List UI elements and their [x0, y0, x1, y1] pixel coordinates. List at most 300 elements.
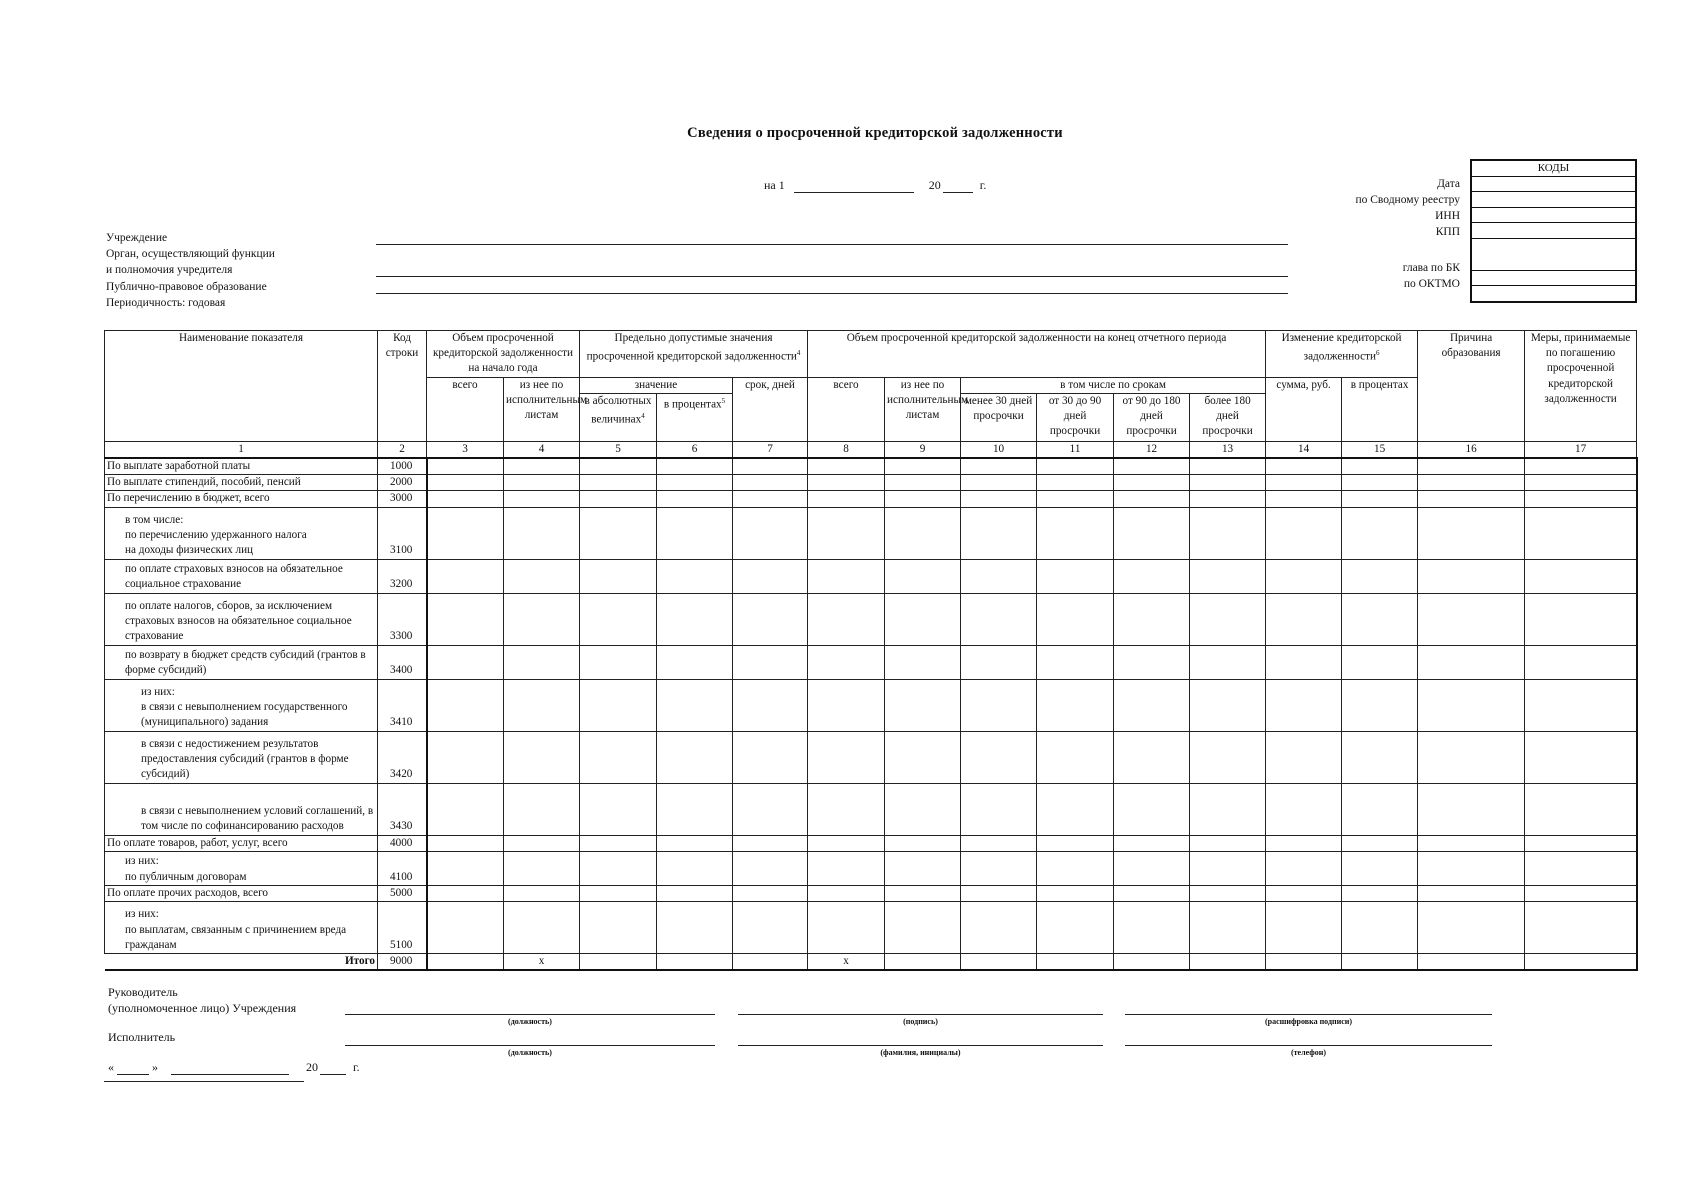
row-label: по возврату в бюджет средств субсидий (грантов в форме субсидий)	[105, 645, 378, 679]
data-cell[interactable]	[961, 475, 1037, 491]
data-cell[interactable]	[961, 559, 1037, 593]
data-cell[interactable]	[733, 559, 808, 593]
code-label-kpp: КПП	[1435, 226, 1460, 238]
data-cell[interactable]	[1525, 902, 1637, 954]
total-cell[interactable]	[657, 954, 733, 971]
data-cell[interactable]	[1342, 593, 1418, 645]
data-cell[interactable]	[1037, 593, 1114, 645]
executor-position-field[interactable]	[345, 1045, 715, 1046]
data-cell[interactable]	[885, 645, 961, 679]
data-cell[interactable]	[504, 645, 580, 679]
data-cell[interactable]	[1190, 645, 1266, 679]
data-cell[interactable]	[1037, 475, 1114, 491]
data-cell[interactable]	[1525, 783, 1637, 835]
data-cell[interactable]	[657, 559, 733, 593]
total-cell[interactable]	[733, 954, 808, 971]
data-cell[interactable]	[1525, 645, 1637, 679]
data-cell[interactable]	[580, 507, 657, 559]
data-cell[interactable]	[427, 559, 504, 593]
data-cell[interactable]	[1342, 491, 1418, 507]
table-row	[105, 458, 1637, 475]
data-cell[interactable]	[427, 902, 504, 954]
data-cell[interactable]	[1037, 902, 1114, 954]
data-cell[interactable]	[733, 679, 808, 731]
data-cell[interactable]	[504, 679, 580, 731]
code-bk-cell[interactable]	[1471, 238, 1636, 270]
data-cell[interactable]	[427, 851, 504, 885]
data-cell[interactable]	[961, 835, 1037, 851]
data-cell[interactable]	[885, 885, 961, 901]
data-cell[interactable]	[1190, 475, 1266, 491]
column-numbers-row	[105, 441, 1637, 458]
data-cell[interactable]	[1342, 559, 1418, 593]
data-cell[interactable]	[504, 885, 580, 901]
data-cell[interactable]	[808, 458, 885, 475]
col-num: 12	[1114, 441, 1190, 458]
data-cell[interactable]	[733, 475, 808, 491]
data-cell[interactable]	[1418, 885, 1525, 901]
data-cell[interactable]	[427, 679, 504, 731]
caption-name: (фамилия, инициалы)	[880, 1048, 961, 1057]
table-row	[105, 645, 1637, 679]
data-cell[interactable]	[427, 458, 504, 475]
data-cell[interactable]	[657, 507, 733, 559]
code-label-bk: глава по БК	[1402, 262, 1460, 274]
header-begin: Объем просроченной кредиторской задолженности на начало года	[427, 331, 580, 378]
data-cell[interactable]	[1525, 885, 1637, 901]
data-cell[interactable]	[1114, 491, 1190, 507]
data-cell[interactable]	[1342, 731, 1418, 783]
data-cell[interactable]	[1342, 851, 1418, 885]
total-cell[interactable]	[1190, 954, 1266, 971]
data-cell[interactable]	[1114, 783, 1190, 835]
data-cell[interactable]	[1190, 593, 1266, 645]
data-cell[interactable]	[1418, 902, 1525, 954]
data-cell[interactable]	[580, 458, 657, 475]
date-quote-open: «	[108, 1060, 114, 1074]
data-cell[interactable]	[1525, 491, 1637, 507]
table-row	[105, 475, 1637, 491]
header-cause: Причина образования	[1418, 331, 1525, 442]
data-cell[interactable]	[580, 475, 657, 491]
header-begin-total: всего	[427, 377, 504, 441]
data-cell[interactable]	[1342, 475, 1418, 491]
data-cell[interactable]	[1037, 491, 1114, 507]
data-cell[interactable]	[427, 835, 504, 851]
code-oktmo-cell[interactable]	[1471, 270, 1636, 286]
data-cell[interactable]	[504, 458, 580, 475]
sign-year-field[interactable]	[320, 1062, 346, 1075]
data-cell[interactable]	[1418, 679, 1525, 731]
data-cell[interactable]	[427, 645, 504, 679]
row-label: По оплате прочих расходов, всего	[105, 885, 378, 901]
institution-field[interactable]	[376, 244, 1288, 245]
data-cell[interactable]	[1342, 885, 1418, 901]
row-code: 3300	[378, 593, 427, 645]
data-cell[interactable]	[1418, 491, 1525, 507]
data-cell[interactable]	[427, 475, 504, 491]
data-cell[interactable]	[1037, 458, 1114, 475]
total-cell[interactable]	[427, 954, 504, 971]
data-cell[interactable]	[733, 731, 808, 783]
data-cell[interactable]	[1037, 559, 1114, 593]
data-cell[interactable]	[808, 645, 885, 679]
data-cell[interactable]	[657, 475, 733, 491]
col-num: 16	[1418, 441, 1525, 458]
data-cell[interactable]	[1114, 851, 1190, 885]
data-cell[interactable]	[885, 475, 961, 491]
data-cell[interactable]	[1266, 783, 1342, 835]
data-cell[interactable]	[1342, 783, 1418, 835]
data-cell[interactable]	[427, 731, 504, 783]
data-cell[interactable]	[580, 731, 657, 783]
data-cell[interactable]	[1266, 885, 1342, 901]
data-cell[interactable]	[657, 679, 733, 731]
data-cell[interactable]	[1190, 902, 1266, 954]
data-cell[interactable]	[504, 559, 580, 593]
data-cell[interactable]	[1418, 593, 1525, 645]
data-cell[interactable]	[733, 902, 808, 954]
data-cell[interactable]	[504, 851, 580, 885]
executor-phone-field[interactable]	[1125, 1045, 1492, 1046]
data-cell[interactable]	[808, 559, 885, 593]
data-cell[interactable]	[961, 458, 1037, 475]
data-cell[interactable]	[961, 645, 1037, 679]
data-cell[interactable]	[1525, 458, 1637, 475]
data-cell[interactable]	[657, 835, 733, 851]
col-num: 6	[657, 441, 733, 458]
data-cell[interactable]	[1037, 885, 1114, 901]
code-extra-cell[interactable]	[1471, 286, 1636, 302]
data-cell[interactable]	[1266, 645, 1342, 679]
data-cell[interactable]	[657, 885, 733, 901]
data-cell[interactable]	[733, 783, 808, 835]
data-cell[interactable]	[1190, 559, 1266, 593]
data-cell[interactable]	[1266, 507, 1342, 559]
data-cell[interactable]	[580, 783, 657, 835]
header-pct-sup: 5	[721, 396, 726, 405]
data-cell[interactable]	[1190, 731, 1266, 783]
codes-header: КОДЫ	[1471, 160, 1636, 176]
data-cell[interactable]	[1037, 731, 1114, 783]
data-cell[interactable]	[885, 491, 961, 507]
data-cell[interactable]	[580, 851, 657, 885]
row-label: По перечислению в бюджет, всего	[105, 491, 378, 507]
founder-label-line1: Орган, осуществляющий функции	[106, 248, 275, 260]
data-cell[interactable]	[1190, 783, 1266, 835]
data-cell[interactable]	[1418, 783, 1525, 835]
data-cell[interactable]	[1342, 645, 1418, 679]
data-cell[interactable]	[961, 902, 1037, 954]
data-cell[interactable]	[1418, 458, 1525, 475]
data-cell[interactable]	[961, 507, 1037, 559]
data-cell[interactable]	[1525, 475, 1637, 491]
data-cell[interactable]	[1114, 679, 1190, 731]
data-cell[interactable]	[1037, 835, 1114, 851]
table-row	[105, 783, 1637, 835]
data-cell[interactable]	[580, 835, 657, 851]
data-cell[interactable]	[808, 835, 885, 851]
col-num: 3	[427, 441, 504, 458]
data-cell[interactable]	[1525, 559, 1637, 593]
row-code: 5000	[378, 885, 427, 901]
data-cell[interactable]	[1418, 851, 1525, 885]
data-cell[interactable]	[808, 475, 885, 491]
data-cell[interactable]	[885, 783, 961, 835]
data-cell[interactable]	[657, 458, 733, 475]
public-entity-field[interactable]	[376, 293, 1288, 294]
data-cell[interactable]	[1190, 679, 1266, 731]
data-cell[interactable]	[885, 559, 961, 593]
data-cell[interactable]	[808, 885, 885, 901]
data-cell[interactable]	[657, 593, 733, 645]
data-cell[interactable]	[427, 593, 504, 645]
row-code: 3410	[378, 679, 427, 731]
data-cell[interactable]	[427, 885, 504, 901]
founder-label-line2: и полномочия учредителя	[106, 264, 233, 276]
data-cell[interactable]	[1266, 902, 1342, 954]
data-cell[interactable]	[580, 559, 657, 593]
data-cell[interactable]	[1266, 559, 1342, 593]
data-cell[interactable]	[1266, 593, 1342, 645]
header-code: Код строки	[378, 331, 427, 442]
row-code: 4000	[378, 835, 427, 851]
col-num: 13	[1190, 441, 1266, 458]
data-cell[interactable]	[1190, 491, 1266, 507]
row-label: из них: по публичным договорам	[105, 851, 378, 885]
data-cell[interactable]	[885, 458, 961, 475]
data-cell[interactable]	[1114, 475, 1190, 491]
data-cell[interactable]	[1037, 645, 1114, 679]
total-cell[interactable]	[1114, 954, 1190, 971]
total-x-mark: x	[504, 954, 580, 971]
data-cell[interactable]	[1190, 507, 1266, 559]
data-cell[interactable]	[808, 851, 885, 885]
data-cell[interactable]	[1418, 559, 1525, 593]
date-quote-close: »	[152, 1060, 158, 1074]
head-signature-field[interactable]	[738, 1014, 1103, 1015]
data-cell[interactable]	[1266, 835, 1342, 851]
data-cell[interactable]	[733, 491, 808, 507]
data-cell[interactable]	[1037, 507, 1114, 559]
data-cell[interactable]	[580, 491, 657, 507]
header-end-total: всего	[808, 377, 885, 441]
data-cell[interactable]	[885, 731, 961, 783]
data-cell[interactable]	[961, 885, 1037, 901]
data-cell[interactable]	[885, 902, 961, 954]
data-cell[interactable]	[1525, 593, 1637, 645]
row-label: в связи с невыполнением условий соглашений, в том числе по софинансированию расходов	[105, 783, 378, 835]
data-cell[interactable]	[1266, 475, 1342, 491]
data-cell[interactable]	[733, 458, 808, 475]
table-row	[105, 835, 1637, 851]
data-cell[interactable]	[1342, 902, 1418, 954]
row-label: в том числе: по перечислению удержанного налога на доходы физических лиц	[105, 507, 378, 559]
caption-signature: (подпись)	[903, 1017, 938, 1026]
row-code: 3100	[378, 507, 427, 559]
data-cell[interactable]	[1418, 645, 1525, 679]
row-label: из них: по выплатам, связанным с причинением вреда гражданам	[105, 902, 378, 954]
data-cell[interactable]	[1266, 679, 1342, 731]
data-cell[interactable]	[1342, 679, 1418, 731]
data-cell[interactable]	[504, 835, 580, 851]
data-cell[interactable]	[427, 783, 504, 835]
data-cell[interactable]	[1342, 835, 1418, 851]
data-cell[interactable]	[580, 645, 657, 679]
data-cell[interactable]	[1266, 491, 1342, 507]
data-cell[interactable]	[1190, 885, 1266, 901]
data-cell[interactable]	[961, 491, 1037, 507]
data-cell[interactable]	[1114, 593, 1190, 645]
data-cell[interactable]	[1114, 507, 1190, 559]
date-year-field[interactable]	[943, 180, 973, 193]
data-cell[interactable]	[1418, 731, 1525, 783]
data-cell[interactable]	[1114, 731, 1190, 783]
data-cell[interactable]	[1525, 507, 1637, 559]
data-cell[interactable]	[808, 491, 885, 507]
data-cell[interactable]	[808, 783, 885, 835]
data-cell[interactable]	[1037, 851, 1114, 885]
data-cell[interactable]	[580, 902, 657, 954]
data-cell[interactable]	[504, 731, 580, 783]
data-cell[interactable]	[1114, 559, 1190, 593]
data-cell[interactable]	[961, 593, 1037, 645]
data-cell[interactable]	[580, 679, 657, 731]
data-cell[interactable]	[1114, 458, 1190, 475]
data-cell[interactable]	[961, 679, 1037, 731]
total-cell[interactable]	[1525, 954, 1637, 971]
row-code: 3420	[378, 731, 427, 783]
table-row	[105, 679, 1637, 731]
data-cell[interactable]	[885, 593, 961, 645]
total-cell[interactable]	[885, 954, 961, 971]
date-day-month-field[interactable]	[794, 180, 914, 193]
data-cell[interactable]	[504, 593, 580, 645]
data-cell[interactable]	[1114, 902, 1190, 954]
table-row	[105, 507, 1637, 559]
code-kpp-cell[interactable]	[1471, 223, 1636, 239]
data-cell[interactable]	[580, 593, 657, 645]
data-cell[interactable]	[885, 679, 961, 731]
data-cell[interactable]	[808, 679, 885, 731]
data-cell[interactable]	[580, 885, 657, 901]
total-cell[interactable]	[1037, 954, 1114, 971]
col-num: 14	[1266, 441, 1342, 458]
data-cell[interactable]	[504, 507, 580, 559]
data-cell[interactable]	[657, 902, 733, 954]
col-num: 8	[808, 441, 885, 458]
data-cell[interactable]	[733, 645, 808, 679]
head-position-field[interactable]	[345, 1014, 715, 1015]
data-cell[interactable]	[885, 851, 961, 885]
data-cell[interactable]	[1525, 851, 1637, 885]
data-cell[interactable]	[657, 783, 733, 835]
row-label: из них: в связи с невыполнением государственного (муниципального) задания	[105, 679, 378, 731]
header-lt30: менее 30 дней просрочки	[961, 393, 1037, 441]
executor-name-field[interactable]	[738, 1045, 1103, 1046]
data-cell[interactable]	[504, 902, 580, 954]
code-inn-cell[interactable]	[1471, 207, 1636, 223]
data-cell[interactable]	[1342, 458, 1418, 475]
sign-day-field[interactable]	[117, 1062, 149, 1075]
data-cell[interactable]	[1190, 835, 1266, 851]
data-cell[interactable]	[961, 783, 1037, 835]
total-row	[105, 954, 1637, 971]
data-cell[interactable]	[885, 507, 961, 559]
total-cell[interactable]	[1266, 954, 1342, 971]
total-cell[interactable]	[580, 954, 657, 971]
data-cell[interactable]	[1418, 507, 1525, 559]
header-limit-term: срок, дней	[733, 377, 808, 441]
data-cell[interactable]	[1525, 679, 1637, 731]
data-cell[interactable]	[427, 507, 504, 559]
data-cell[interactable]	[657, 731, 733, 783]
data-cell[interactable]	[1525, 731, 1637, 783]
data-cell[interactable]	[961, 851, 1037, 885]
data-cell[interactable]	[1190, 458, 1266, 475]
data-cell[interactable]	[1418, 475, 1525, 491]
col-num: 7	[733, 441, 808, 458]
total-cell[interactable]	[1342, 954, 1418, 971]
data-cell[interactable]	[733, 835, 808, 851]
total-cell[interactable]	[1418, 954, 1525, 971]
data-cell[interactable]	[504, 475, 580, 491]
caption-position: (должность)	[508, 1017, 552, 1026]
data-cell[interactable]	[657, 851, 733, 885]
data-cell[interactable]	[1037, 783, 1114, 835]
data-cell[interactable]	[1525, 835, 1637, 851]
data-cell[interactable]	[885, 835, 961, 851]
data-cell[interactable]	[657, 491, 733, 507]
header-30-90: от 30 до 90 дней просрочки	[1037, 393, 1114, 441]
data-cell[interactable]	[504, 491, 580, 507]
institution-label: Учреждение	[106, 232, 168, 244]
data-cell[interactable]	[1114, 835, 1190, 851]
data-cell[interactable]	[808, 731, 885, 783]
header-pct-text: в процентах	[663, 398, 722, 411]
data-cell[interactable]	[427, 491, 504, 507]
data-cell[interactable]	[733, 593, 808, 645]
data-cell[interactable]	[733, 851, 808, 885]
data-cell[interactable]	[657, 645, 733, 679]
col-num: 5	[580, 441, 657, 458]
data-cell[interactable]	[1037, 679, 1114, 731]
code-registry-cell[interactable]	[1471, 192, 1636, 208]
data-cell[interactable]	[808, 593, 885, 645]
data-cell[interactable]	[1114, 885, 1190, 901]
data-cell[interactable]	[733, 885, 808, 901]
col-num: 2	[378, 441, 427, 458]
head-decoding-field[interactable]	[1125, 1014, 1492, 1015]
data-cell[interactable]	[1190, 851, 1266, 885]
data-cell[interactable]	[1418, 835, 1525, 851]
founder-field[interactable]	[376, 276, 1288, 277]
header-incl-terms: в том числе по срокам	[961, 377, 1266, 393]
data-cell[interactable]	[504, 783, 580, 835]
data-cell[interactable]	[1266, 458, 1342, 475]
data-cell[interactable]	[1342, 507, 1418, 559]
data-cell[interactable]	[961, 731, 1037, 783]
code-date-cell[interactable]	[1471, 176, 1636, 192]
data-cell[interactable]	[808, 507, 885, 559]
data-cell[interactable]	[1114, 645, 1190, 679]
data-cell[interactable]	[733, 507, 808, 559]
data-cell[interactable]	[808, 902, 885, 954]
data-cell[interactable]	[1266, 851, 1342, 885]
data-cell[interactable]	[1266, 731, 1342, 783]
sign-month-field[interactable]	[171, 1062, 289, 1075]
total-cell[interactable]	[961, 954, 1037, 971]
